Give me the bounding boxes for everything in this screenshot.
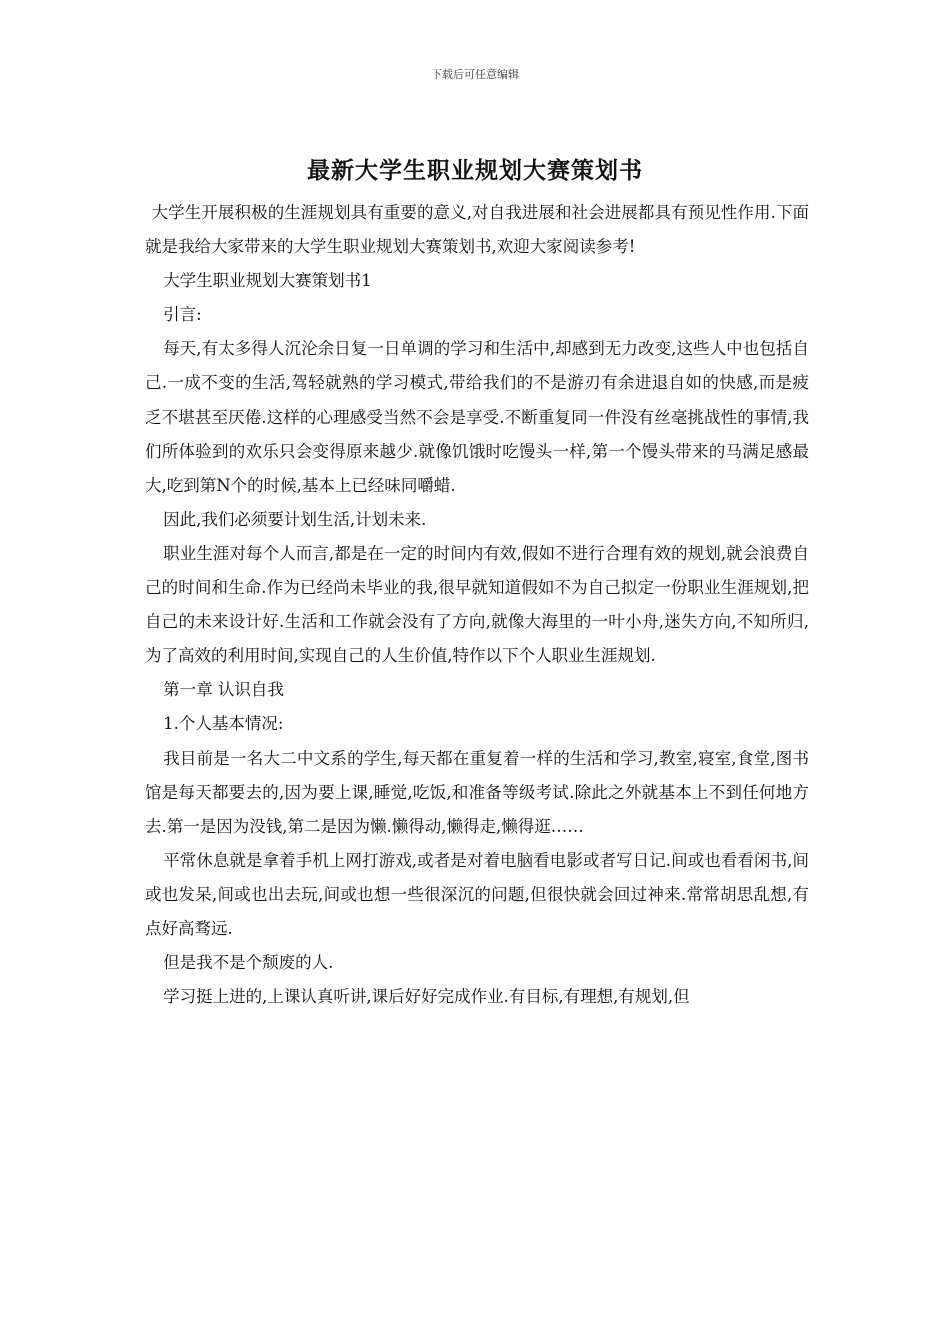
paragraph: 因此,我们必须要计划生活,计划未来.	[163, 509, 427, 529]
section-heading: 大学生职业规划大赛策划书1	[163, 271, 372, 291]
paragraph: 职业生涯对每个人而言,都是在一定的时间内有效,假如不进行合理有效的规划,就会浪费自己的时间和生命.作为已经尚未毕业的我,很早就知道假如不为自己拟定一份职业生涯规划,把自己的未来设计好.生活和工作就会没有了方向,就像大海里的一叶小舟,迷失方向,不知所归,为了高效的利用时间,实现自己的人生价值,特作以下个人职业生涯规划.	[145, 543, 809, 666]
paragraph: 平常休息就是拿着手机上网打游戏,或者是对着电脑看电影或者写日记.间或也看看闲书,间或也发呆,间或也出去玩,间或也想一些很深沉的问题,但很快就会回过神来.常常胡思乱想,有点好高骛远.	[145, 850, 809, 938]
paragraph: 我目前是一名大二中文系的学生,每天都在重复着一样的生活和学习,教室,寝室,食堂,图书馆是每天都要去的,因为要上课,睡觉,吃饭,和准备等级考试.除此之外就基本上不到任何地方去.第一是因为没钱,第二是因为懒.懒得动,懒得走,懒得逛……	[145, 748, 809, 836]
paragraph-intro: 大学生开展积极的生涯规划具有重要的意义,对自我进展和社会进展都具有预见性作用.下面就是我给大家带来的大学生职业规划大赛策划书,欢迎大家阅读参考!	[145, 203, 809, 257]
document-title: 最新大学生职业规划大赛策划书	[307, 157, 643, 184]
subheading: 1.个人基本情况:	[163, 714, 284, 734]
paragraph: 学习挺上进的,上课认真听讲,课后好好完成作业.有目标,有理想,有规划,但	[163, 987, 690, 1007]
chapter-heading: 第一章 认识自我	[163, 680, 284, 700]
document-body	[145, 196, 809, 1014]
page-header: 下载后可任意编辑	[431, 68, 519, 81]
subheading-preface: 引言:	[163, 305, 202, 325]
paragraph: 但是我不是个颓废的人.	[163, 953, 334, 973]
paragraph: 每天,有太多得人沉沦余日复一日单调的学习和生活中,却感到无力改变,这些人中也包括自己.一成不变的生活,驾轻就熟的学习模式,带给我们的不是游刃有余进退自如的快感,而是疲乏不堪甚至厌倦.这样的心理感受当然不会是享受.不断重复同一件没有丝毫挑战性的事情,我们所体验到的欢乐只会变得原来越少.就像饥饿时吃馒头一样,第一个馒头带来的马满足感最大,吃到第N个的时候,基本上已经味同嚼蜡.	[145, 339, 809, 495]
